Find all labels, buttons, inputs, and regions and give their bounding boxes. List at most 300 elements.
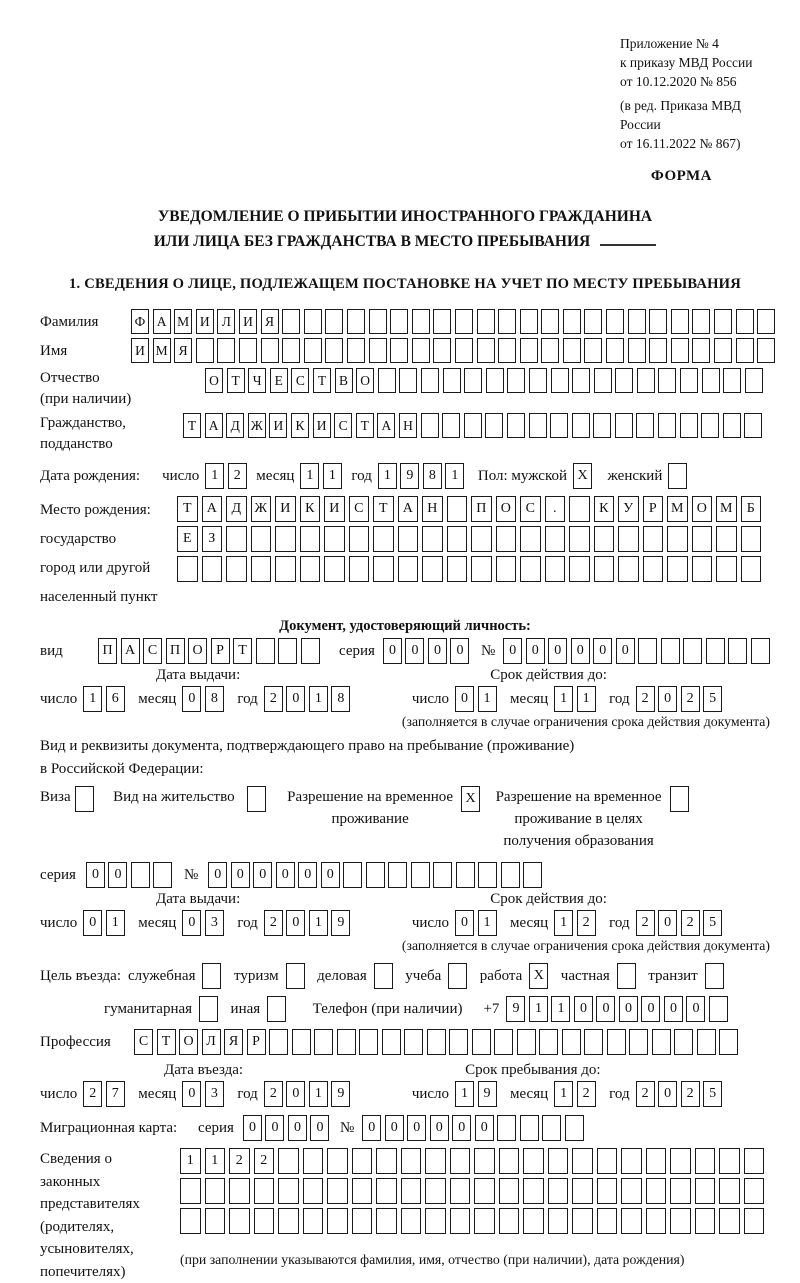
form-cell[interactable] bbox=[471, 526, 492, 552]
form-cell[interactable] bbox=[251, 556, 272, 582]
form-cell[interactable] bbox=[637, 368, 655, 393]
form-cell[interactable]: В bbox=[335, 368, 353, 393]
form-cell[interactable] bbox=[562, 1029, 581, 1055]
form-cell[interactable] bbox=[376, 1148, 397, 1174]
form-cell[interactable]: И bbox=[324, 496, 345, 522]
form-cell[interactable] bbox=[449, 1029, 468, 1055]
form-cell[interactable] bbox=[661, 638, 680, 664]
form-cell[interactable] bbox=[541, 309, 559, 334]
form-cell[interactable] bbox=[455, 309, 473, 334]
form-cell[interactable] bbox=[723, 368, 741, 393]
form-cell[interactable] bbox=[670, 1148, 691, 1174]
form-cell[interactable]: 1 bbox=[180, 1148, 201, 1174]
form-cell[interactable] bbox=[736, 309, 754, 334]
form-cell[interactable] bbox=[352, 1178, 373, 1204]
form-cell[interactable]: 5 bbox=[703, 910, 722, 936]
form-cell[interactable]: 3 bbox=[205, 1081, 224, 1107]
form-cell[interactable]: Т bbox=[157, 1029, 176, 1055]
form-cell[interactable] bbox=[563, 309, 581, 334]
form-cell[interactable]: 2 bbox=[264, 910, 283, 936]
form-cell[interactable] bbox=[347, 338, 365, 363]
form-cell[interactable] bbox=[450, 1148, 471, 1174]
form-cell[interactable] bbox=[723, 413, 741, 438]
form-cell[interactable]: 1 bbox=[529, 996, 548, 1022]
form-cell[interactable] bbox=[401, 1208, 422, 1234]
form-cell[interactable] bbox=[548, 1148, 569, 1174]
form-cell[interactable]: 0 bbox=[253, 862, 272, 888]
form-cell[interactable] bbox=[390, 338, 408, 363]
form-cell[interactable] bbox=[398, 556, 419, 582]
form-cell[interactable] bbox=[705, 963, 724, 989]
form-cell[interactable]: И bbox=[131, 338, 149, 363]
form-cell[interactable] bbox=[565, 1115, 584, 1141]
form-cell[interactable]: Т bbox=[313, 368, 331, 393]
form-cell[interactable] bbox=[670, 1208, 691, 1234]
form-cell[interactable]: С bbox=[334, 413, 352, 438]
form-cell[interactable] bbox=[584, 309, 602, 334]
form-cell[interactable]: Т bbox=[183, 413, 201, 438]
form-cell[interactable] bbox=[517, 1029, 536, 1055]
form-cell[interactable]: 2 bbox=[228, 463, 247, 489]
form-cell[interactable]: 0 bbox=[407, 1115, 426, 1141]
form-cell[interactable] bbox=[325, 309, 343, 334]
form-cell[interactable] bbox=[486, 368, 504, 393]
form-cell[interactable] bbox=[744, 413, 762, 438]
form-cell[interactable]: 9 bbox=[506, 996, 525, 1022]
form-cell[interactable]: Р bbox=[211, 638, 230, 664]
form-cell[interactable]: Д bbox=[226, 413, 244, 438]
form-cell[interactable] bbox=[196, 338, 214, 363]
form-cell[interactable] bbox=[572, 1208, 593, 1234]
form-cell[interactable] bbox=[251, 526, 272, 552]
form-cell[interactable]: А bbox=[205, 413, 223, 438]
form-cell[interactable] bbox=[667, 556, 688, 582]
form-cell[interactable]: 0 bbox=[286, 910, 305, 936]
form-cell[interactable] bbox=[327, 1148, 348, 1174]
form-cell[interactable] bbox=[226, 556, 247, 582]
form-cell[interactable] bbox=[548, 1178, 569, 1204]
form-cell[interactable] bbox=[716, 526, 737, 552]
form-cell[interactable]: Т bbox=[233, 638, 252, 664]
form-cell[interactable] bbox=[572, 1148, 593, 1174]
form-cell[interactable]: 9 bbox=[478, 1081, 497, 1107]
form-cell[interactable] bbox=[442, 413, 460, 438]
form-cell[interactable] bbox=[399, 368, 417, 393]
form-cell[interactable] bbox=[597, 1178, 618, 1204]
form-cell[interactable]: 0 bbox=[455, 910, 474, 936]
form-cell[interactable] bbox=[668, 463, 687, 489]
form-cell[interactable] bbox=[374, 963, 393, 989]
form-cell[interactable]: 0 bbox=[593, 638, 612, 664]
form-cell[interactable] bbox=[347, 309, 365, 334]
form-cell[interactable] bbox=[455, 338, 473, 363]
form-cell[interactable] bbox=[741, 526, 762, 552]
form-cell[interactable] bbox=[278, 1148, 299, 1174]
form-cell[interactable] bbox=[269, 1029, 288, 1055]
form-cell[interactable] bbox=[542, 1115, 561, 1141]
form-cell[interactable] bbox=[498, 309, 516, 334]
form-cell[interactable] bbox=[523, 1148, 544, 1174]
form-cell[interactable] bbox=[177, 556, 198, 582]
form-cell[interactable] bbox=[478, 862, 497, 888]
form-cell[interactable]: 0 bbox=[182, 910, 201, 936]
form-cell[interactable]: 0 bbox=[182, 686, 201, 712]
form-cell[interactable] bbox=[477, 338, 495, 363]
form-cell[interactable] bbox=[646, 1148, 667, 1174]
form-cell[interactable]: П bbox=[98, 638, 117, 664]
form-cell[interactable] bbox=[202, 556, 223, 582]
form-cell[interactable] bbox=[153, 862, 172, 888]
form-cell[interactable] bbox=[529, 368, 547, 393]
form-cell[interactable] bbox=[324, 526, 345, 552]
form-cell[interactable]: 0 bbox=[83, 910, 102, 936]
form-cell[interactable] bbox=[303, 1178, 324, 1204]
form-cell[interactable] bbox=[692, 309, 710, 334]
form-cell[interactable] bbox=[349, 556, 370, 582]
form-cell[interactable] bbox=[300, 556, 321, 582]
form-cell[interactable] bbox=[494, 1029, 513, 1055]
form-cell[interactable] bbox=[401, 1148, 422, 1174]
form-cell[interactable] bbox=[741, 556, 762, 582]
form-cell[interactable]: 0 bbox=[208, 862, 227, 888]
form-cell[interactable]: 1 bbox=[577, 686, 596, 712]
form-cell[interactable]: О bbox=[356, 368, 374, 393]
form-cell[interactable] bbox=[456, 862, 475, 888]
form-cell[interactable] bbox=[545, 556, 566, 582]
form-cell[interactable] bbox=[702, 368, 720, 393]
form-cell[interactable] bbox=[282, 338, 300, 363]
form-cell[interactable] bbox=[427, 1029, 446, 1055]
form-cell[interactable]: Т bbox=[227, 368, 245, 393]
form-cell[interactable]: 0 bbox=[574, 996, 593, 1022]
form-cell[interactable]: О bbox=[205, 368, 223, 393]
form-cell[interactable] bbox=[401, 1178, 422, 1204]
form-cell[interactable] bbox=[593, 413, 611, 438]
form-cell[interactable] bbox=[671, 338, 689, 363]
form-cell[interactable] bbox=[636, 413, 654, 438]
form-cell[interactable]: 0 bbox=[571, 638, 590, 664]
form-cell[interactable]: Е bbox=[270, 368, 288, 393]
form-cell[interactable]: 1 bbox=[554, 910, 573, 936]
form-cell[interactable] bbox=[569, 496, 590, 522]
form-cell[interactable] bbox=[373, 526, 394, 552]
form-cell[interactable]: З bbox=[202, 526, 223, 552]
form-cell[interactable]: 0 bbox=[108, 862, 127, 888]
form-cell[interactable] bbox=[569, 556, 590, 582]
form-cell[interactable] bbox=[131, 862, 150, 888]
form-cell[interactable] bbox=[425, 1178, 446, 1204]
form-cell[interactable]: А bbox=[398, 496, 419, 522]
form-cell[interactable]: М bbox=[153, 338, 171, 363]
form-cell[interactable]: 0 bbox=[385, 1115, 404, 1141]
form-cell[interactable] bbox=[523, 862, 542, 888]
form-cell[interactable] bbox=[757, 309, 775, 334]
form-cell[interactable]: 8 bbox=[423, 463, 442, 489]
form-cell[interactable]: О bbox=[179, 1029, 198, 1055]
form-cell[interactable]: А bbox=[377, 413, 395, 438]
form-cell[interactable] bbox=[499, 1208, 520, 1234]
form-cell[interactable]: 5 bbox=[703, 686, 722, 712]
form-cell[interactable] bbox=[447, 556, 468, 582]
form-cell[interactable]: 0 bbox=[428, 638, 447, 664]
form-cell[interactable] bbox=[343, 862, 362, 888]
form-cell[interactable] bbox=[507, 368, 525, 393]
form-cell[interactable]: О bbox=[188, 638, 207, 664]
form-cell[interactable] bbox=[411, 862, 430, 888]
form-cell[interactable] bbox=[638, 638, 657, 664]
form-cell[interactable] bbox=[366, 862, 385, 888]
form-cell[interactable] bbox=[447, 496, 468, 522]
form-cell[interactable] bbox=[628, 338, 646, 363]
form-cell[interactable] bbox=[404, 1029, 423, 1055]
form-cell[interactable]: Б bbox=[741, 496, 762, 522]
form-cell[interactable] bbox=[618, 556, 639, 582]
form-cell[interactable] bbox=[728, 638, 747, 664]
form-cell[interactable] bbox=[621, 1208, 642, 1234]
form-cell[interactable]: 2 bbox=[681, 686, 700, 712]
form-cell[interactable] bbox=[695, 1208, 716, 1234]
form-cell[interactable]: 0 bbox=[243, 1115, 262, 1141]
form-cell[interactable]: 0 bbox=[658, 686, 677, 712]
form-cell[interactable] bbox=[646, 1178, 667, 1204]
form-cell[interactable] bbox=[744, 1208, 765, 1234]
form-cell[interactable] bbox=[472, 1029, 491, 1055]
form-cell[interactable] bbox=[709, 996, 728, 1022]
form-cell[interactable]: С bbox=[134, 1029, 153, 1055]
form-cell[interactable] bbox=[421, 368, 439, 393]
form-cell[interactable] bbox=[390, 309, 408, 334]
form-cell[interactable]: Т bbox=[177, 496, 198, 522]
form-cell[interactable] bbox=[448, 963, 467, 989]
form-cell[interactable]: И bbox=[196, 309, 214, 334]
form-cell[interactable]: С bbox=[520, 496, 541, 522]
form-cell[interactable] bbox=[180, 1178, 201, 1204]
form-cell[interactable] bbox=[447, 526, 468, 552]
form-cell[interactable]: 0 bbox=[321, 862, 340, 888]
form-cell[interactable]: 7 bbox=[106, 1081, 125, 1107]
form-cell[interactable]: 0 bbox=[658, 910, 677, 936]
form-cell[interactable]: Р bbox=[247, 1029, 266, 1055]
form-cell[interactable]: 0 bbox=[450, 638, 469, 664]
form-cell[interactable] bbox=[683, 638, 702, 664]
form-cell[interactable]: 0 bbox=[526, 638, 545, 664]
form-cell[interactable]: 1 bbox=[455, 1081, 474, 1107]
form-cell[interactable]: 8 bbox=[331, 686, 350, 712]
form-cell[interactable] bbox=[736, 338, 754, 363]
form-cell[interactable] bbox=[229, 1178, 250, 1204]
form-cell[interactable]: 0 bbox=[286, 686, 305, 712]
form-cell[interactable] bbox=[261, 338, 279, 363]
form-cell[interactable] bbox=[751, 638, 770, 664]
form-cell[interactable] bbox=[327, 1208, 348, 1234]
form-cell[interactable]: 0 bbox=[405, 638, 424, 664]
form-cell[interactable] bbox=[507, 413, 525, 438]
form-cell[interactable] bbox=[539, 1029, 558, 1055]
form-cell[interactable]: 1 bbox=[445, 463, 464, 489]
form-cell[interactable] bbox=[278, 638, 297, 664]
form-cell[interactable] bbox=[474, 1148, 495, 1174]
form-cell[interactable] bbox=[551, 368, 569, 393]
form-cell[interactable]: 5 bbox=[703, 1081, 722, 1107]
form-cell[interactable]: С bbox=[143, 638, 162, 664]
form-cell[interactable]: Д bbox=[226, 496, 247, 522]
form-cell[interactable] bbox=[278, 1178, 299, 1204]
form-cell[interactable]: 0 bbox=[619, 996, 638, 1022]
form-cell[interactable]: 2 bbox=[577, 1081, 596, 1107]
form-cell[interactable]: 2 bbox=[681, 1081, 700, 1107]
form-cell[interactable]: 1 bbox=[478, 686, 497, 712]
form-cell[interactable]: Т bbox=[356, 413, 374, 438]
form-cell[interactable] bbox=[667, 526, 688, 552]
form-cell[interactable]: 1 bbox=[309, 910, 328, 936]
form-cell[interactable] bbox=[719, 1148, 740, 1174]
form-cell[interactable] bbox=[485, 413, 503, 438]
form-cell[interactable]: К bbox=[291, 413, 309, 438]
form-cell[interactable]: Я bbox=[261, 309, 279, 334]
form-cell[interactable]: . bbox=[545, 496, 566, 522]
form-cell[interactable] bbox=[376, 1208, 397, 1234]
form-cell[interactable] bbox=[615, 368, 633, 393]
form-cell[interactable]: И bbox=[269, 413, 287, 438]
form-cell[interactable]: X bbox=[529, 963, 548, 989]
form-cell[interactable] bbox=[695, 1148, 716, 1174]
form-cell[interactable] bbox=[529, 413, 547, 438]
form-cell[interactable] bbox=[757, 338, 775, 363]
form-cell[interactable] bbox=[706, 638, 725, 664]
form-cell[interactable] bbox=[304, 338, 322, 363]
form-cell[interactable] bbox=[692, 556, 713, 582]
form-cell[interactable] bbox=[643, 526, 664, 552]
form-cell[interactable] bbox=[205, 1178, 226, 1204]
form-cell[interactable]: 0 bbox=[182, 1081, 201, 1107]
form-cell[interactable]: 2 bbox=[681, 910, 700, 936]
form-cell[interactable] bbox=[199, 996, 218, 1022]
form-cell[interactable] bbox=[282, 309, 300, 334]
form-cell[interactable] bbox=[597, 1208, 618, 1234]
form-cell[interactable]: 1 bbox=[106, 910, 125, 936]
form-cell[interactable] bbox=[680, 368, 698, 393]
form-cell[interactable] bbox=[75, 786, 94, 812]
form-cell[interactable] bbox=[247, 786, 266, 812]
form-cell[interactable] bbox=[692, 338, 710, 363]
form-cell[interactable] bbox=[425, 1148, 446, 1174]
form-cell[interactable] bbox=[520, 1115, 539, 1141]
form-cell[interactable]: 9 bbox=[400, 463, 419, 489]
form-cell[interactable]: 0 bbox=[231, 862, 250, 888]
form-cell[interactable]: П bbox=[471, 496, 492, 522]
form-cell[interactable] bbox=[304, 309, 322, 334]
form-cell[interactable]: 2 bbox=[636, 1081, 655, 1107]
form-cell[interactable]: 2 bbox=[254, 1148, 275, 1174]
form-cell[interactable]: Н bbox=[399, 413, 417, 438]
form-cell[interactable]: 0 bbox=[265, 1115, 284, 1141]
form-cell[interactable] bbox=[324, 556, 345, 582]
form-cell[interactable] bbox=[314, 1029, 333, 1055]
form-cell[interactable] bbox=[378, 368, 396, 393]
form-cell[interactable] bbox=[572, 1178, 593, 1204]
form-cell[interactable]: 0 bbox=[383, 638, 402, 664]
form-cell[interactable]: 0 bbox=[503, 638, 522, 664]
form-cell[interactable]: 2 bbox=[264, 1081, 283, 1107]
form-cell[interactable] bbox=[548, 1208, 569, 1234]
form-cell[interactable]: О bbox=[692, 496, 713, 522]
form-cell[interactable]: И bbox=[275, 496, 296, 522]
form-cell[interactable] bbox=[292, 1029, 311, 1055]
form-cell[interactable] bbox=[594, 526, 615, 552]
form-cell[interactable] bbox=[523, 1208, 544, 1234]
form-cell[interactable]: 1 bbox=[554, 686, 573, 712]
form-cell[interactable]: П bbox=[166, 638, 185, 664]
form-cell[interactable]: 8 bbox=[205, 686, 224, 712]
form-cell[interactable] bbox=[433, 338, 451, 363]
form-cell[interactable] bbox=[671, 309, 689, 334]
form-cell[interactable]: 0 bbox=[641, 996, 660, 1022]
form-cell[interactable] bbox=[205, 1208, 226, 1234]
form-cell[interactable] bbox=[421, 413, 439, 438]
form-cell[interactable] bbox=[520, 556, 541, 582]
form-cell[interactable]: 3 bbox=[205, 910, 224, 936]
form-cell[interactable] bbox=[606, 338, 624, 363]
form-cell[interactable]: 1 bbox=[378, 463, 397, 489]
form-cell[interactable]: Л bbox=[217, 309, 235, 334]
form-cell[interactable] bbox=[474, 1208, 495, 1234]
form-cell[interactable] bbox=[180, 1208, 201, 1234]
form-cell[interactable] bbox=[300, 526, 321, 552]
form-cell[interactable]: У bbox=[618, 496, 639, 522]
form-cell[interactable] bbox=[658, 413, 676, 438]
form-cell[interactable] bbox=[388, 862, 407, 888]
form-cell[interactable] bbox=[254, 1178, 275, 1204]
form-cell[interactable]: 1 bbox=[554, 1081, 573, 1107]
form-cell[interactable] bbox=[422, 526, 443, 552]
form-cell[interactable]: Е bbox=[177, 526, 198, 552]
form-cell[interactable] bbox=[695, 1178, 716, 1204]
form-cell[interactable] bbox=[744, 1148, 765, 1174]
form-cell[interactable] bbox=[499, 1178, 520, 1204]
form-cell[interactable] bbox=[670, 1178, 691, 1204]
form-cell[interactable] bbox=[226, 526, 247, 552]
form-cell[interactable]: А bbox=[121, 638, 140, 664]
form-cell[interactable] bbox=[606, 309, 624, 334]
form-cell[interactable] bbox=[337, 1029, 356, 1055]
form-cell[interactable]: 0 bbox=[664, 996, 683, 1022]
form-cell[interactable]: 0 bbox=[616, 638, 635, 664]
form-cell[interactable]: 1 bbox=[551, 996, 570, 1022]
form-cell[interactable] bbox=[498, 338, 516, 363]
form-cell[interactable] bbox=[352, 1208, 373, 1234]
form-cell[interactable]: 0 bbox=[310, 1115, 329, 1141]
form-cell[interactable] bbox=[412, 338, 430, 363]
form-cell[interactable]: Ж bbox=[251, 496, 272, 522]
form-cell[interactable] bbox=[621, 1148, 642, 1174]
form-cell[interactable] bbox=[520, 338, 538, 363]
form-cell[interactable] bbox=[275, 556, 296, 582]
form-cell[interactable] bbox=[714, 338, 732, 363]
form-cell[interactable] bbox=[649, 309, 667, 334]
form-cell[interactable]: С bbox=[291, 368, 309, 393]
form-cell[interactable] bbox=[629, 1029, 648, 1055]
form-cell[interactable]: 0 bbox=[86, 862, 105, 888]
form-cell[interactable] bbox=[450, 1208, 471, 1234]
form-cell[interactable]: 1 bbox=[83, 686, 102, 712]
form-cell[interactable]: 0 bbox=[686, 996, 705, 1022]
form-cell[interactable]: 0 bbox=[452, 1115, 471, 1141]
form-cell[interactable] bbox=[618, 526, 639, 552]
form-cell[interactable] bbox=[303, 1208, 324, 1234]
form-cell[interactable]: И bbox=[313, 413, 331, 438]
form-cell[interactable]: М bbox=[174, 309, 192, 334]
form-cell[interactable]: С bbox=[349, 496, 370, 522]
